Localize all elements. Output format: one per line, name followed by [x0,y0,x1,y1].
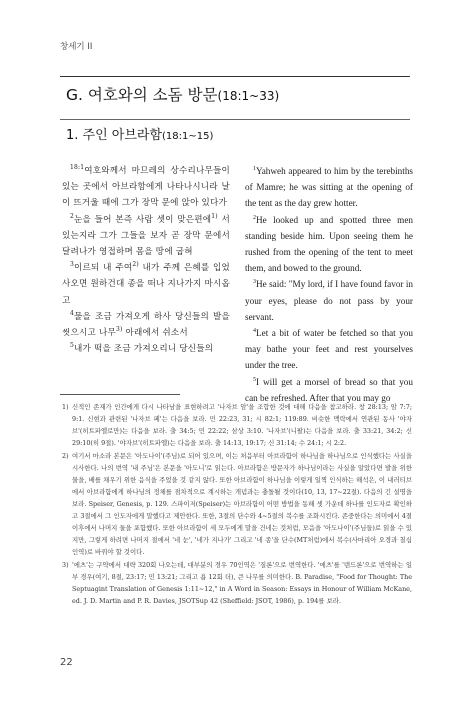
verse-number: 1 [253,165,256,172]
english-verse [245,325,413,374]
verse-text: He said: "My lord, if I have found favor in your eyes, please do not pass by your servant. [245,279,413,322]
page-number: 22 [60,657,73,668]
footnote-ref[interactable]: 1) [211,212,218,220]
footnote-ref[interactable]: 3) [115,326,123,334]
verse-text: 내가 떡을 조금 가져오리니 당신들의 [74,344,214,355]
verse-text: Yahweh appeared to him by the terebinths of Mamre; he was sitting at the opening of the tent as the day grew hotter. [245,166,413,209]
verse-number: 18:1 [70,164,85,172]
footnote-text: 신적인 존재가 인간에게 다시 나타남을 표현하려고 '나자브 암'을 조합한 것에 대해 다음을 참고하라. 창 28:13; 암 7:7; 9:1. 신현과 관련된 '나자브 페'는 다음을 보라. 민 22:23, 31; 시 82:1; 119:89. 비슷한 맥락에서 연관된 동사 '야자브'(히트파엘로만)는 다음을 보라. 출 34:5; 민 22:22; 삼상 3:10. '나자브'(니팔)는 다음을 보라. 출 33:21, 34:2; 신 29:10(히 9절). '야자브'(히트파엘)는 다음을 보라. 출 14:13, 19:17; 신 31:14; 수 24:1; 시 2:2. [72,403,412,447]
english-verse [245,163,413,212]
running-head: 창세기 II [60,42,93,52]
footnote-text: '에츠'는 구약에서 대략 320회 나오는데, 대부분의 경우 70인역은 '질론'으로 번역한다. '에츠'를 '덴드론'으로 번역하는 일부 경우(여기, 8절, 23:17; 민 13:21; 그리고 욥 12회 더), 큰 나무를 의미한다. B. Paradise, "Food for Thought: The Septuagint Translation of Genesis 1:11~12," in A Word in Season: Essays in Honour of William McKane, ed. J. D. Martin and P. R. Davies, JSOTSup 42 (Sheffield: JSOT, 1986), p. 194를 보라. [72,561,412,605]
footnote-number: 1) [62,403,69,411]
korean-verse [62,341,230,357]
footnote-number: 3) [62,561,69,569]
verse-text: 아래에서 쉬소서 [122,328,188,339]
footnote-number: 2) [62,452,69,460]
verse-text: Let a bit of water be fetched so that you may bathe your feet and rest yourselves under the tree. [245,328,413,371]
verse-text: 눈을 들어 본즉 사람 셋이 맞은편에 [74,214,212,225]
footnote [62,401,412,449]
verse-number: 5 [70,342,75,350]
english-verse [245,212,413,277]
footnote [62,450,412,558]
korean-column [62,163,230,357]
footnote-ref[interactable]: 2) [132,261,139,269]
verse-number: 3 [70,261,75,269]
footnotes [62,401,412,608]
verse-number: 4 [253,327,256,334]
verse-text: 서 있는지라 그가 그들을 보자 곧 장막 문에서 달려나가 영접하며 몸을 땅에 굽혀 [62,214,230,258]
verse-text: 이르되 내 주여 [74,263,133,274]
chapter-title [66,83,279,105]
verse-text: 내가 주께 은혜를 입었사오면 원하건대 종을 떠나 지나가지 마시옵고 [62,263,231,306]
korean-verse [62,260,230,309]
chapter-ref: (18:1~33) [217,89,280,103]
verse-number: 4 [70,309,75,317]
verse-text: He looked up and spotted three men standing beside him. Upon seeing them he rushed from the opening of the tent to meet them, and bowed to the ground. [245,214,413,274]
section-title-text: 1. 주인 아브라함 [66,128,163,143]
section-title [66,124,213,143]
footnote-text: 여기서 마소라 본문은 '아도나이'(주님)로 되어 있으며, 이는 처음부터 아브라함이 하나님을 하나님으로 인식했다는 사실을 시사한다. 나의 번역 '내 주님'은 본문을 '아도니'로 읽는다. 아브라함은 방문자가 하나님이라는 사실을 알았다면 발을 위한 물을, 배를 채우기 위한 음식을 주었을 것 같지 않다. 또한 아브라함이 하나님을 이렇게 일찍 인식하는 해석은, 이 내러티브에서 아브라함에게 하나님의 정체를 점차적으로 계시하는 개념과는 충돌될 것이다(10, 13, 17~22절). 다음의 긴 설명을 보라. Speiser, Genesis, p. 129. 스파이저(Speiser)는 아브라함이 어떤 방법을 동해 셋 가운데 하나를 인도자로 확인하고 3절에서 그 인도자에게 말했다고 제안한다. 또한, 3절의 단수와 4~5절의 복수를 조화시킨다. 존중한다는 의미에서 4절 이후에서 나머지 둘을 포함했다. 또한 아브라함이 세 모두에게 말을 건네는 것처럼, 모음을 '아도나이'(주님들)로 읽을 수 있지만, 그렇게 하려면 나머지 절에서 '네 눈', '네가 지나가' 그리고 '네 종'을 단수(MT처럼)에서 복수(사마리아 오경과 칠십인역)로 바꿔야 할 것이다. [72,452,412,556]
korean-verse [62,212,230,261]
top-rule [60,76,410,77]
korean-verse [62,309,230,341]
verse-number: 5 [253,376,256,383]
verse-number: 2 [253,214,256,221]
korean-verse [62,163,230,212]
verse-text: 여호와께서 마므레의 상수리나무들이 있는 곳에서 아브라함에게 나타나시니라 날이 뜨거울 때에 그가 장막 문에 앉아 있다가 [62,166,230,209]
verse-text: 물을 조금 가져오게 하사 당신들의 발을 씻으시고 나무 [62,311,230,339]
chapter-rule [60,119,410,120]
verse-number: 2 [70,212,75,220]
chapter-title-text: G. 여호와의 소돔 방문 [66,86,218,104]
verse-number: 3 [253,279,256,286]
section-ref: (18:1~15) [162,131,214,142]
footnote-separator [60,394,180,395]
footnote [62,559,412,607]
english-verse [245,276,413,325]
english-column [245,163,413,406]
verse-text: I will get a morsel of bread so that you can be refreshed. After that you may go [245,376,413,403]
